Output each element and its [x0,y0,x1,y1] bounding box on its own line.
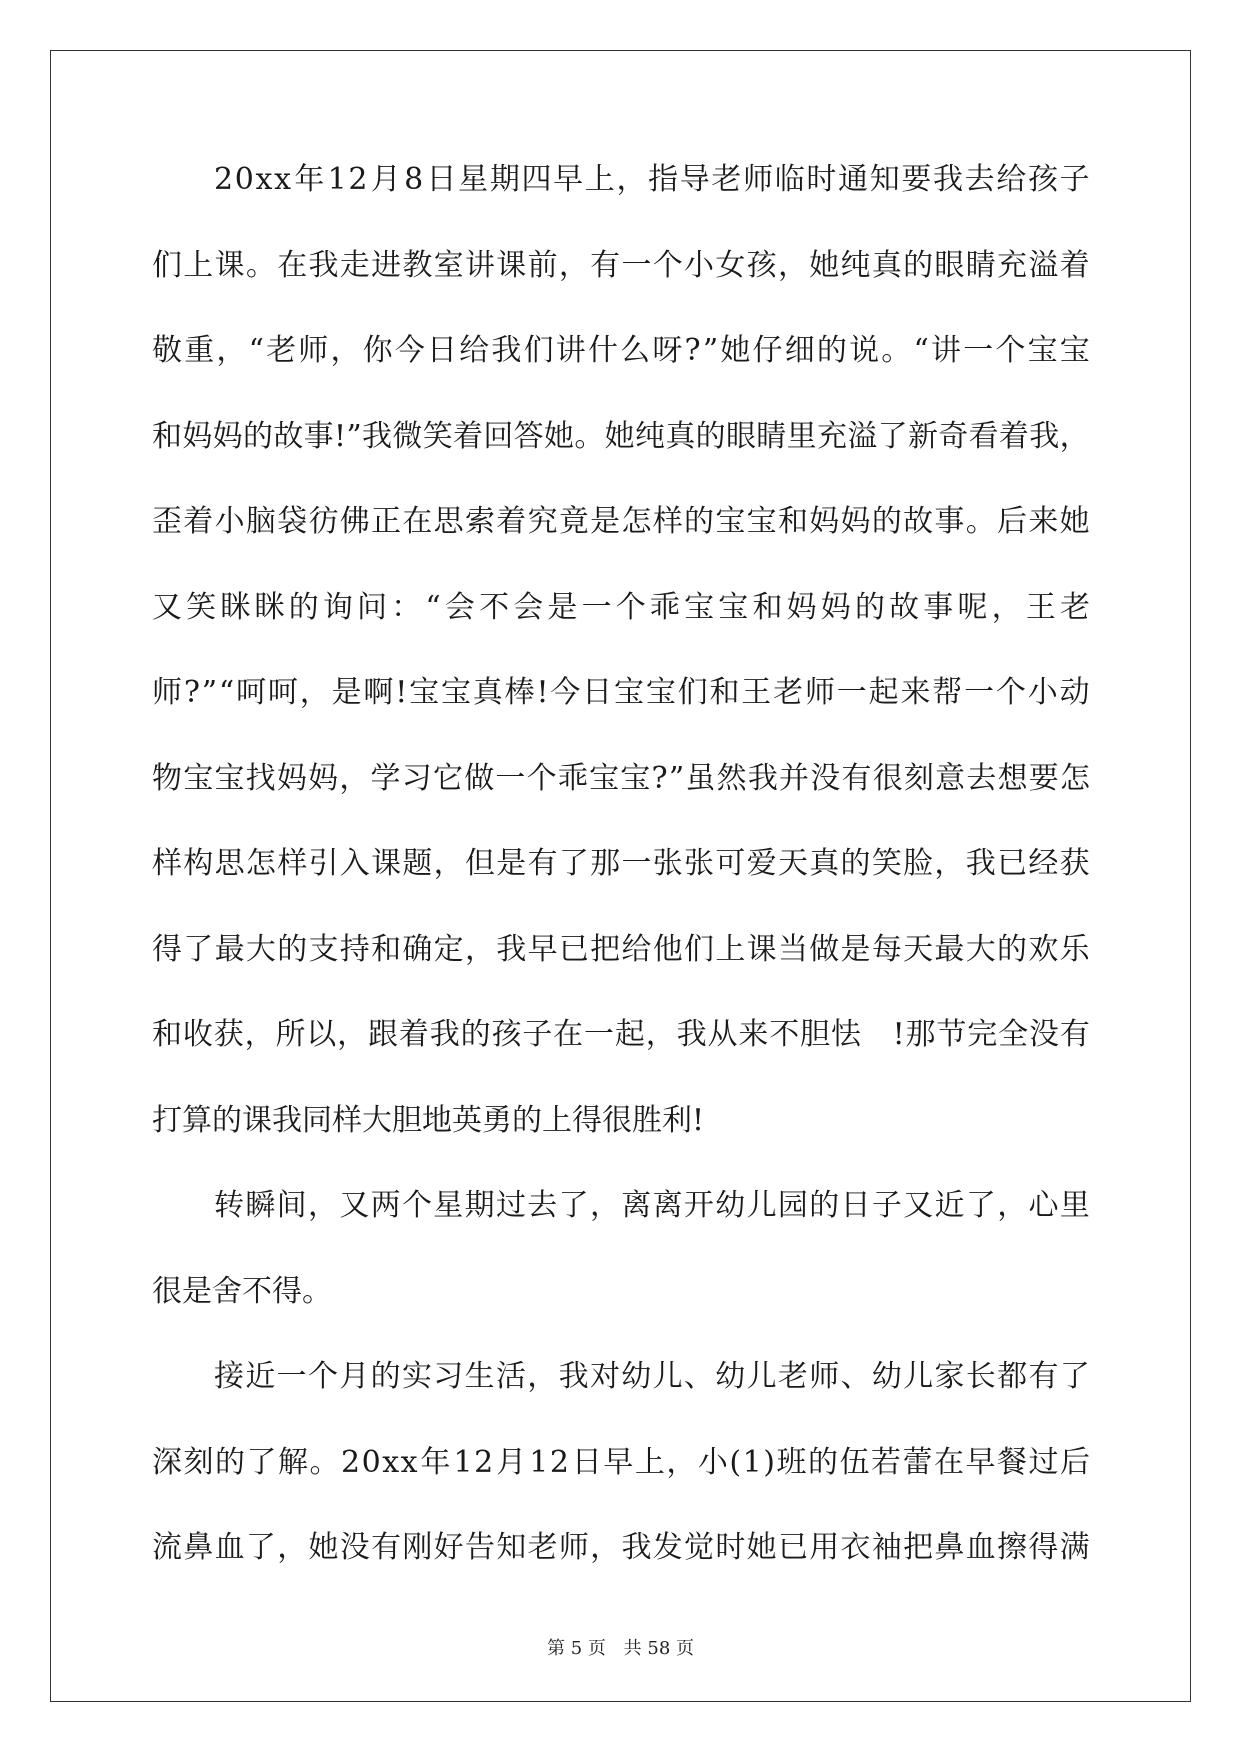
text-line: 2 0 x x 年 1 2 月 8 日 星 期 四 早 上 ， 指 导 老 师 临 时 通 知 要 我 去 给 孩 子 [214,162,1090,197]
document-body [152,160,1090,1614]
text-line: 歪 着 小 脑 袋 彷 佛 正 在 思 索 着 究 竟 是 怎 样 的 宝 宝 和 妈 妈 的 故 事 。 后 来 她 [152,504,1090,539]
text-line: 很是舍不得。 [152,1273,332,1309]
page-footer [0,1634,1241,1660]
text-line: 敬 重 ， “ 老 师 ， 你 今 日 给 我 们 讲 什 么 呀 ? ” 她 仔 细 的 说 。 “ 讲 一 个 宝 宝 [152,333,1090,368]
text-line: 和 收 获 ， 所 以 ， 跟 着 我 的 孩 子 在 一 起 ， 我 从 来 不 胆 怯 ! 那 节 完 全 没 有 [152,1017,1090,1052]
text-line: 样 构 思 怎 样 引 入 课 题 ， 但 是 有 了 那 一 张 张 可 爱 天 真 的 笑 脸 ， 我 已 经 获 [152,846,1090,881]
text-line: 接 近 一 个 月 的 实 习 生 活 ， 我 对 幼 儿 、 幼 儿 老 师 、 幼 儿 家 长 都 有 了 [214,1359,1090,1394]
text-line: 物 宝 宝 找 妈 妈 ， 学 习 它 做 一 个 乖 宝 宝 ? ” 虽 然 我 并 没 有 很 刻 意 去 想 要 怎 [152,760,1090,796]
paragraph [152,1357,1090,1614]
text-line: 转 瞬 间 ， 又 两 个 星 期 过 去 了 ， 离 离 开 幼 儿 园 的 日 子 又 近 了 ， 心 里 [214,1188,1090,1223]
paragraph [152,1186,1090,1357]
page-number: 第 5 页 [547,1638,606,1659]
text-line: 和 妈 妈 的 故 事 ! ” 我 微 笑 着 回 答 她 。 她 纯 真 的 眼 睛 里 充 溢 了 新 奇 看 着 我 ， [152,418,1090,454]
paragraph [152,160,1090,1186]
text-line: 流 鼻 血 了 ， 她 没 有 刚 好 告 知 老 师 ， 我 发 觉 时 她 已 用 衣 袖 把 鼻 血 擦 得 满 [152,1530,1090,1565]
text-line: 深 刻 的 了 解 。 2 0 x x 年 1 2 月 1 2 日 早 上 ， 小 ( 1 ) 班 的 伍 若 蕾 在 早 餐 过 后 [152,1444,1090,1480]
text-line: 得 了 最 大 的 支 持 和 确 定 ， 我 早 已 把 给 他 们 上 课 当 做 是 每 天 最 大 的 欢 乐 [152,931,1090,967]
page-total: 共 58 页 [623,1638,694,1659]
text-line: 打算的课我同样大胆地英勇的上得很胜利! [152,1102,705,1138]
text-line: 们 上 课 。 在 我 走 进 教 室 讲 课 前 ， 有 一 个 小 女 孩 ， 她 纯 真 的 眼 睛 充 溢 着 [152,247,1090,283]
text-line: 又 笑 眯 眯 的 询 问 ： “ 会 不 会 是 一 个 乖 宝 宝 和 妈 妈 的 故 事 呢 ， 王 老 [152,589,1090,625]
text-line: 师 ? ” “ 呵 呵 ， 是 啊 ! 宝 宝 真 棒 ! 今 日 宝 宝 们 和 王 老 师 一 起 来 帮 一 个 小 动 [152,675,1090,710]
